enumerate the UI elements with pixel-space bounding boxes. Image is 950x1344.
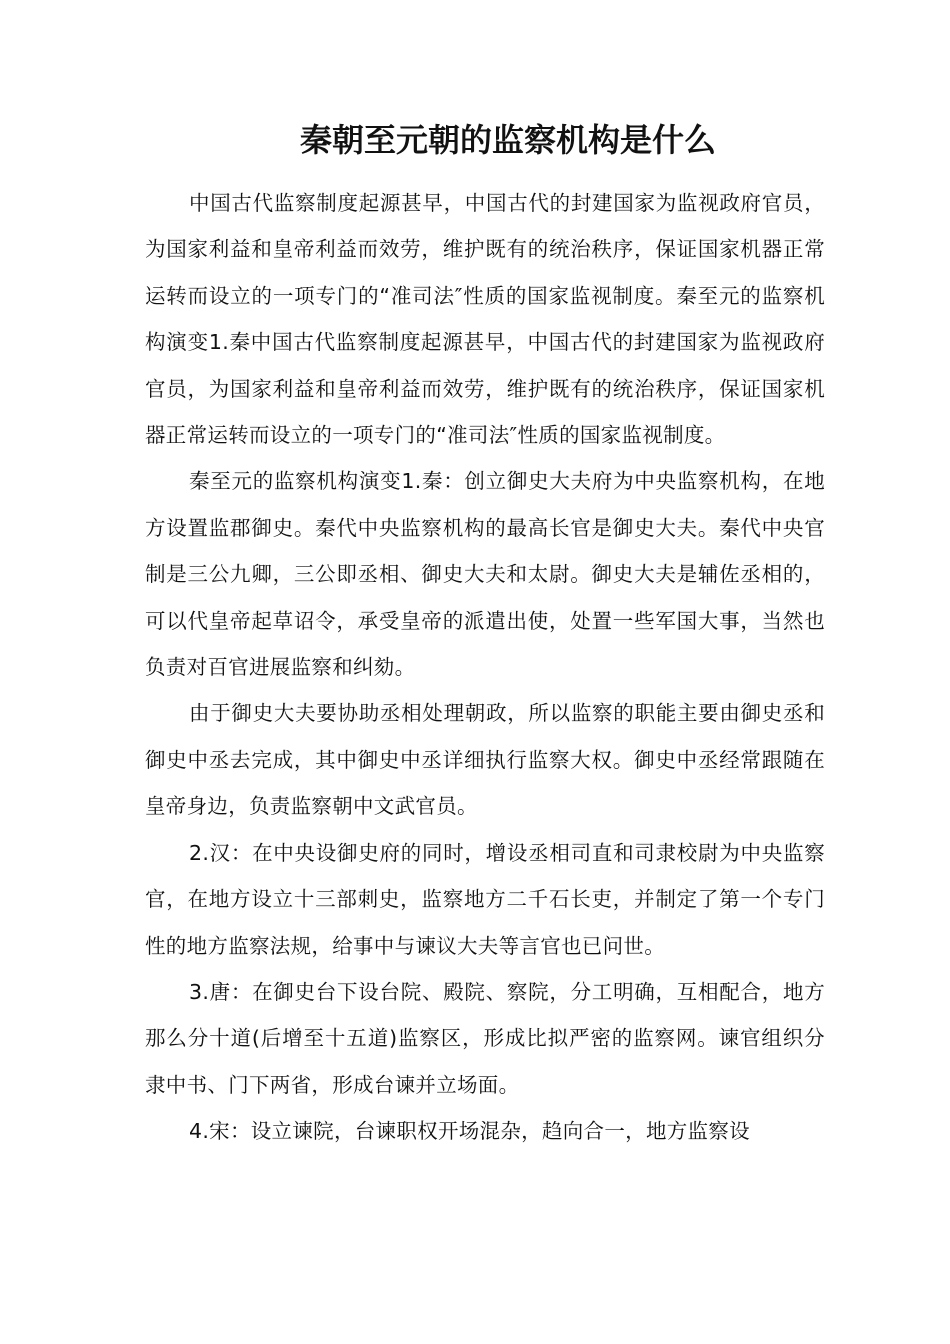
paragraph-5: 3.唐：在御史台下设台院、殿院、察院，分工明确，互相配合，地方那么分十道(后增至十五道)监察区，形成比拟严密的监察网。谏官组织分隶中书、门下两省，形成台谏并立场面。 [145, 979, 825, 1097]
paragraph-2: 秦至元的监察机构演变1.秦：创立御史大夫府为中央监察机构，在地方设置监郡御史。秦代中央监察机构的最高长官是御史大夫。秦代中央官制是三公九卿，三公即丞相、御史大夫和太尉。御史大夫是辅佐丞相的，可以代皇帝起草诏令，承受皇帝的派遣出使，处置一些军国大事，当然也负责对百官进展监察和纠劾。 [145, 469, 825, 680]
document-body [145, 180, 825, 1155]
paragraph-4: 2.汉：在中央设御史府的同时，增设丞相司直和司隶校尉为中央监察官，在地方设立十三部刺史，监察地方二千石长吏，并制定了第一个专门性的地方监察法规，给事中与谏议大夫等言官也已问世。 [145, 840, 825, 958]
document-title: 秦朝至元朝的监察机构是什么 [299, 121, 716, 159]
paragraph-1: 中国古代监察制度起源甚早，中国古代的封建国家为监视政府官员，为国家利益和皇帝利益而效劳，维护既有的统治秩序，保证国家机器正常运转而设立的一项专门的“准司法″性质的国家监视制度。秦至元的监察机构演变1.秦中国古代监察制度起源甚早，中国古代的封建国家为监视政府官员，为国家利益和皇帝利益而效劳，维护既有的统治秩序，保证国家机器正常运转而设立的一项专门的“准司法″性质的国家监视制度。 [145, 191, 825, 448]
paragraph-3: 由于御史大夫要协助丞相处理朝政，所以监察的职能主要由御史丞和御史中丞去完成，其中御史中丞详细执行监察大权。御史中丞经常跟随在皇帝身边，负责监察朝中文武官员。 [145, 701, 825, 819]
paragraph-6: 4.宋：设立谏院，台谏职权开场混杂，趋向合一，地方监察设 [189, 1119, 750, 1144]
